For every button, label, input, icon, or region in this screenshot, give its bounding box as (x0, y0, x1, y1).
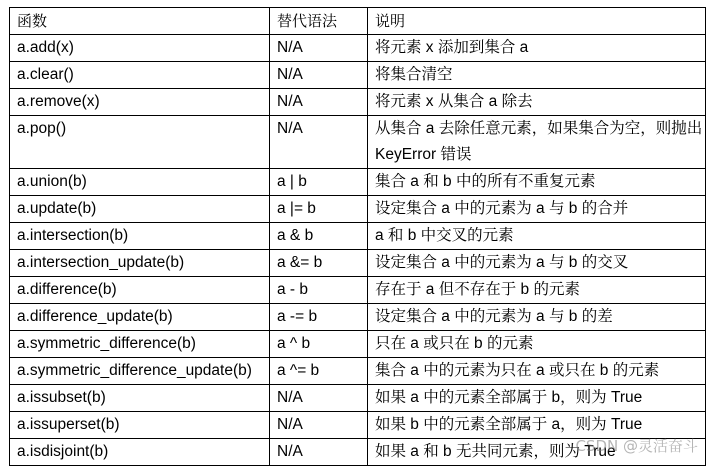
alt-syntax-cell: a | b (270, 169, 368, 196)
table-row (10, 89, 706, 116)
column-header-description: 说明 (368, 8, 706, 35)
description-cell: 设定集合 a 中的元素为 a 与 b 的交叉 (368, 250, 706, 277)
description-cell: 从集合 a 去除任意元素，如果集合为空，则抛出 KeyError 错误 (368, 116, 706, 169)
description-cell: 只在 a 或只在 b 的元素 (368, 331, 706, 358)
table-row (10, 412, 706, 439)
alt-syntax-cell: N/A (270, 116, 368, 169)
table-row (10, 250, 706, 277)
description-cell: 如果 a 和 b 无共同元素，则为 True (368, 439, 706, 466)
function-cell: a.pop() (10, 116, 270, 169)
table-row (10, 358, 706, 385)
alt-syntax-cell: a ^ b (270, 331, 368, 358)
function-cell: a.union(b) (10, 169, 270, 196)
table-row (10, 304, 706, 331)
table-row (10, 62, 706, 89)
description-cell: 将元素 x 从集合 a 除去 (368, 89, 706, 116)
function-cell: a.intersection(b) (10, 223, 270, 250)
description-cell: 设定集合 a 中的元素为 a 与 b 的差 (368, 304, 706, 331)
alt-syntax-cell: a ^= b (270, 358, 368, 385)
description-cell: 存在于 a 但不存在于 b 的元素 (368, 277, 706, 304)
table-row (10, 331, 706, 358)
description-cell: 设定集合 a 中的元素为 a 与 b 的合并 (368, 196, 706, 223)
column-header-function: 函数 (10, 8, 270, 35)
function-cell: a.difference_update(b) (10, 304, 270, 331)
table-row (10, 385, 706, 412)
watermark: CSDN @灵活奋斗 (575, 437, 698, 455)
alt-syntax-cell: N/A (270, 35, 368, 62)
function-cell: a.remove(x) (10, 89, 270, 116)
description-cell: 如果 b 中的元素全部属于 a，则为 True (368, 412, 706, 439)
table-row (10, 196, 706, 223)
description-cell: 集合 a 中的元素为只在 a 或只在 b 的元素 (368, 358, 706, 385)
function-cell: a.issuperset(b) (10, 412, 270, 439)
alt-syntax-cell: N/A (270, 439, 368, 466)
description-cell: 集合 a 和 b 中的所有不重复元素 (368, 169, 706, 196)
function-cell: a.symmetric_difference(b) (10, 331, 270, 358)
alt-syntax-cell: N/A (270, 89, 368, 116)
table-body (10, 35, 706, 466)
set-methods-table (9, 7, 706, 466)
alt-syntax-cell: a - b (270, 277, 368, 304)
function-cell: a.difference(b) (10, 277, 270, 304)
table-row (10, 116, 706, 169)
column-header-alt-syntax: 替代语法 (270, 8, 368, 35)
table-row (10, 277, 706, 304)
table-row (10, 439, 706, 466)
alt-syntax-cell: a &= b (270, 250, 368, 277)
function-cell: a.clear() (10, 62, 270, 89)
description-cell: a 和 b 中交叉的元素 (368, 223, 706, 250)
table-row (10, 223, 706, 250)
alt-syntax-cell: a |= b (270, 196, 368, 223)
alt-syntax-cell: N/A (270, 62, 368, 89)
function-cell: a.isdisjoint(b) (10, 439, 270, 466)
table-row (10, 35, 706, 62)
function-cell: a.symmetric_difference_update(b) (10, 358, 270, 385)
description-cell: 如果 a 中的元素全部属于 b，则为 True (368, 385, 706, 412)
alt-syntax-cell: N/A (270, 385, 368, 412)
function-cell: a.add(x) (10, 35, 270, 62)
function-cell: a.intersection_update(b) (10, 250, 270, 277)
alt-syntax-cell: a -= b (270, 304, 368, 331)
alt-syntax-cell: a & b (270, 223, 368, 250)
table-header-row (10, 8, 706, 35)
alt-syntax-cell: N/A (270, 412, 368, 439)
description-cell: 将元素 x 添加到集合 a (368, 35, 706, 62)
function-cell: a.update(b) (10, 196, 270, 223)
function-cell: a.issubset(b) (10, 385, 270, 412)
table-row (10, 169, 706, 196)
description-cell: 将集合清空 (368, 62, 706, 89)
